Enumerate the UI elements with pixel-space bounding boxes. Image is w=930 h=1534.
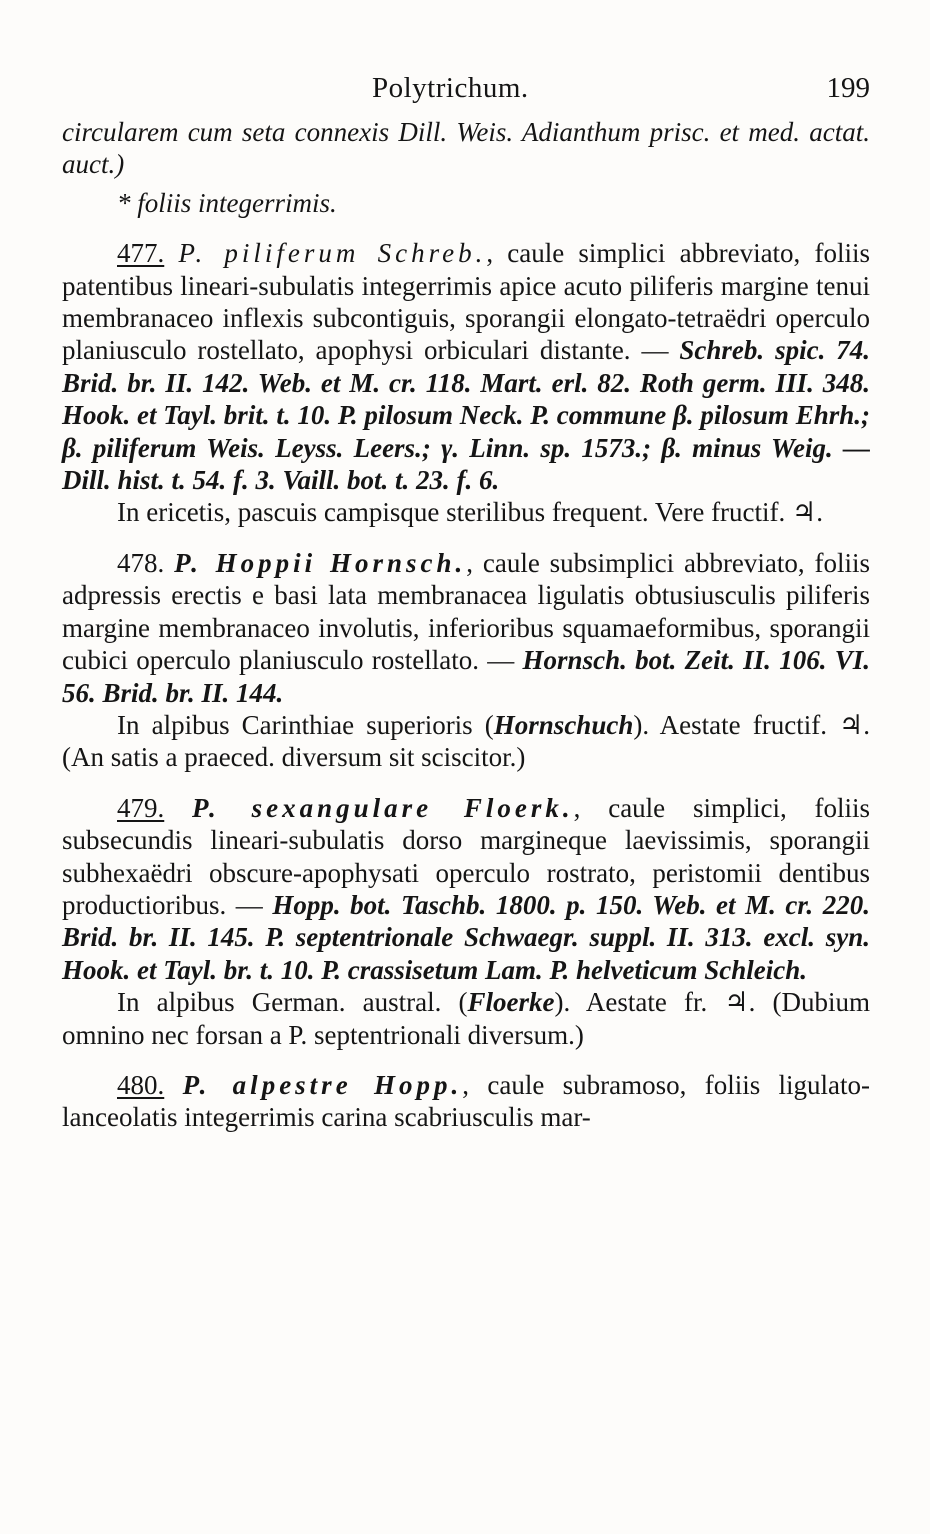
diagnosis: , caule simplici, foliis subsecundis lineari-subulatis dorso margineque laevissimis, sporangii subhexaëdri obscure-apophysati operculo rostrato, peristomii dentibus productioribus. — (62, 792, 871, 920)
references: Schreb. spic. 74. Brid. br. II. 142. Web. et M. cr. 118. Mart. erl. 82. Roth germ. III. 348. Hook. et Tayl. brit. t. 10. P. pilosum Neck. P. commune β. pilosum Ehrh.; β. piliferum Weis. Leyss. Leers.; γ. Linn. sp. 1573.; β. minus Weig. — Dill. hist. t. 54. f. 3. Vaill. bot. t. 23. f. 6. (62, 335, 870, 496)
entry-number: 479. (117, 792, 165, 823)
habitat: In alpibus Carinthiae superioris (Hornschuch). Aestate fructif. ♃. (An satis a praeced. diversum sit sciscitor.) (62, 709, 870, 773)
habitat: In alpibus German. austral. (Floerke). Aestate fr. ♃. (Dubium omnino nec forsan a P. septentrionali diversum.) (62, 987, 870, 1050)
page-number: 199 (826, 72, 870, 104)
species-entry-478 (62, 547, 870, 774)
continuation-text (62, 116, 870, 181)
collector: Hornschuch (493, 709, 634, 740)
diagnosis: , caule subsimplici abbreviato, foliis adpressis erectis e basi lata membranacea ligulatis obtusiusculis piliferis margine membranaceo involutis, inferioribus squamaeformibus, sporangii cubici operculo planiusculo rostellato. — (62, 547, 870, 676)
diagnosis: , caule simplici abbreviato, foliis patentibus lineari-subulatis integerrimis apice acuto piliferis margine tenui membranaceo inflexis subcontiguis, sporangii elongato-tetraëdri operculo planiusculo rostellato, apophysi orbiculari distante. — (62, 238, 871, 366)
section-heading: * foliis integerrimis. (117, 187, 337, 218)
entry-description (62, 1069, 870, 1134)
species-name: P. sexangulare Floerk. (192, 792, 574, 823)
species-name: P. Hoppii Hornsch. (174, 547, 467, 578)
species-name: P. alpestre Hopp. (182, 1069, 463, 1100)
species-entry-477 (62, 237, 870, 529)
species-entry-479 (62, 792, 870, 1051)
continuation-paragraph: circularem cum seta connexis Dill. Weis. Adianthum prisc. et med. actat. auct.) (62, 117, 870, 180)
references: Hopp. bot. Taschb. 1800. p. 150. Web. et M. cr. 220. Brid. br. II. 145. P. septentrionale Schwaegr. suppl. II. 313. excl. syn. Hook. et Tayl. br. t. 10. P. crassisetum Lam. P. helveticum Schleich. (62, 889, 870, 985)
entry-number: 480. (117, 1069, 165, 1100)
species-entry-480 (62, 1069, 870, 1134)
entry-number: 477. (117, 238, 165, 269)
entry-description (62, 547, 870, 709)
references: Hornsch. bot. Zeit. II. 106. VI. 56. Brid. br. II. 144. (62, 645, 870, 708)
habitat: In ericetis, pascuis campisque sterilibus frequent. Vere fructif. ♃. (117, 497, 823, 528)
entry-description (62, 237, 870, 496)
species-name: P. piliferum Schreb. (178, 238, 487, 269)
entry-description (62, 792, 870, 986)
diagnosis: , caule subramoso, foliis ligulato-lanceolatis integerrimis carina scabriusculis mar- (62, 1069, 871, 1133)
running-header (62, 66, 870, 116)
entry-number: 478. (117, 547, 165, 578)
collector: Floerke (467, 987, 555, 1018)
running-title: Polytrichum. (372, 72, 529, 104)
page (62, 66, 870, 1134)
